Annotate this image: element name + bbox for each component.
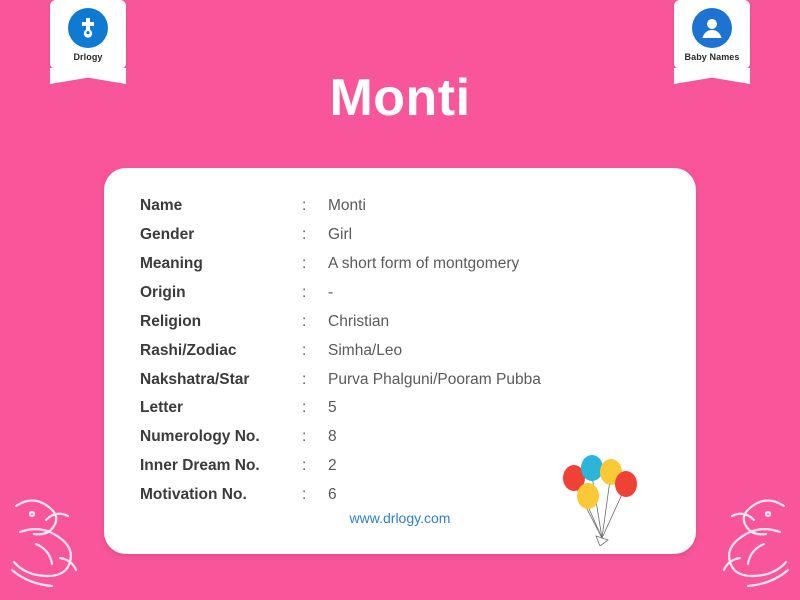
baby-avatar-icon: [692, 8, 732, 48]
row-label: Religion: [140, 312, 202, 330]
baby-outline-icon: [6, 484, 102, 594]
row-label: Name: [140, 197, 183, 214]
row-value: A short form of montgomery: [328, 254, 520, 272]
row-value: Purva Phalguni/Pooram Pubba: [328, 370, 541, 388]
badge-baby-names-label: Baby Names: [684, 52, 740, 62]
row-value: 5: [328, 399, 337, 417]
row-label: Nakshatra/Star: [140, 370, 250, 388]
badge-drlogy-body: [50, 0, 126, 68]
row-label: Inner Dream No.: [140, 457, 260, 475]
row-value: -: [328, 283, 334, 301]
row-separator: :: [302, 428, 307, 446]
row-value: Girl: [328, 225, 353, 243]
row-label: Gender: [140, 225, 195, 243]
row-label: Numerology No.: [140, 428, 260, 446]
row-separator: :: [302, 225, 307, 243]
row-separator: :: [302, 486, 307, 504]
row-separator: :: [302, 312, 307, 330]
page-title: Monti: [329, 69, 471, 127]
badge-drlogy-label: Drlogy: [73, 52, 103, 62]
row-separator: :: [302, 457, 307, 475]
row-value: Simha/Leo: [328, 341, 403, 359]
row-label: Origin: [140, 283, 186, 301]
row-label: Letter: [140, 399, 184, 417]
row-label: Rashi/Zodiac: [140, 341, 237, 359]
table-row: [140, 221, 666, 250]
row-separator: :: [302, 370, 307, 388]
drlogy-logo-icon: [68, 8, 108, 48]
row-separator: :: [302, 399, 307, 417]
row-label: Meaning: [140, 254, 203, 272]
row-value: Monti: [328, 197, 366, 214]
row-separator: :: [302, 254, 307, 272]
badge-baby-names-body: [674, 0, 750, 68]
table-row: [140, 279, 666, 308]
row-value: 2: [328, 457, 337, 475]
row-separator: :: [302, 283, 307, 301]
website-link[interactable]: www.drlogy.com: [349, 510, 451, 526]
row-label: Motivation No.: [140, 486, 247, 504]
row-value: 6: [328, 486, 337, 504]
table-row: [140, 250, 666, 279]
baby-outline-icon: [698, 484, 794, 594]
row-value: Christian: [328, 312, 390, 330]
row-value: 8: [328, 428, 337, 446]
row-separator: :: [302, 197, 307, 214]
table-row: [140, 337, 666, 366]
table-row: [140, 366, 666, 395]
balloons-icon: [544, 446, 654, 546]
table-row: [140, 308, 666, 337]
name-details-card: [104, 168, 696, 554]
table-row: [140, 192, 666, 221]
table-row: [140, 394, 666, 423]
row-separator: :: [302, 341, 307, 359]
